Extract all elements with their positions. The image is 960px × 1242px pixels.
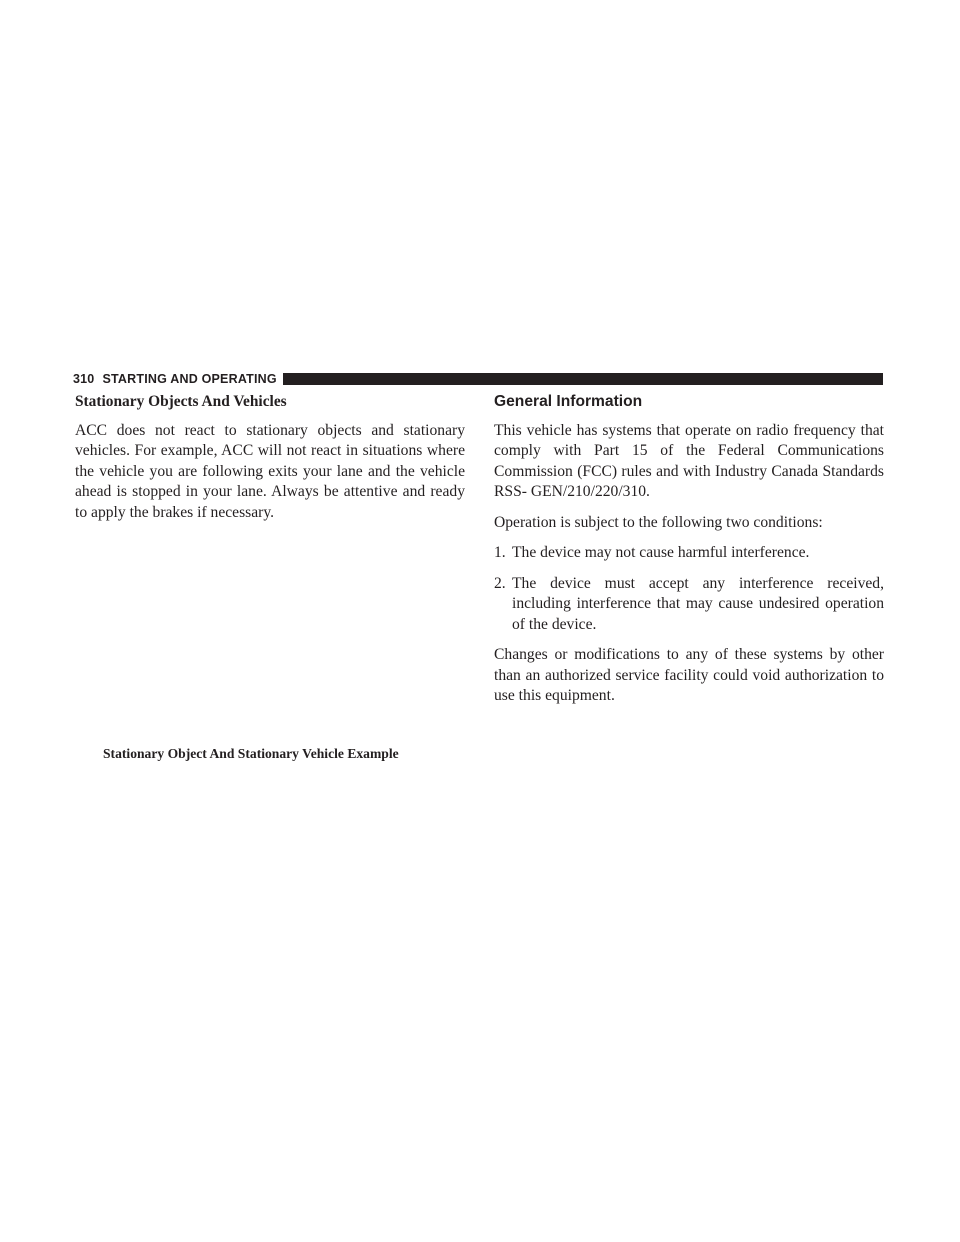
list-item [494, 574, 884, 636]
page-header [73, 371, 883, 387]
right-column [494, 392, 884, 717]
page-number: 310 [73, 372, 95, 386]
closing-paragraph: Changes or modifications to any of these systems by other than an authorized service facility could void authorization to use this equipment. [494, 646, 884, 704]
left-column [75, 392, 465, 533]
list-item-text: The device may not cause harmful interference. [512, 544, 810, 561]
stationary-objects-paragraph: ACC does not react to stationary objects and stationary vehicles. For example, ACC will not react in situations where the vehicle you are following exits your lane and the vehicle ahead is stopped in your lane. Always be attentive and ready to apply the brakes if necessary. [75, 421, 465, 521]
general-information-intro: This vehicle has systems that operate on radio frequency that comply with Part 15 of the Federal Communications Commission (FCC) rules and with Industry Canada Standards RSS- GEN/210/220/310. [494, 421, 884, 500]
list-item-number: 2. [494, 574, 506, 592]
conditions-intro: Operation is subject to the following two conditions: [494, 513, 823, 531]
list-item-number: 1. [494, 544, 506, 561]
general-information-heading: General Information [494, 393, 643, 410]
figure-caption: Stationary Object And Stationary Vehicle Example [103, 746, 399, 761]
stationary-objects-heading: Stationary Objects And Vehicles [75, 393, 287, 410]
header-rule [283, 373, 883, 385]
section-title: STARTING AND OPERATING [102, 372, 277, 386]
list-item [494, 543, 884, 564]
list-item-text: The device must accept any interference received, including interference that may cause undesired operation of the device. [512, 574, 884, 633]
